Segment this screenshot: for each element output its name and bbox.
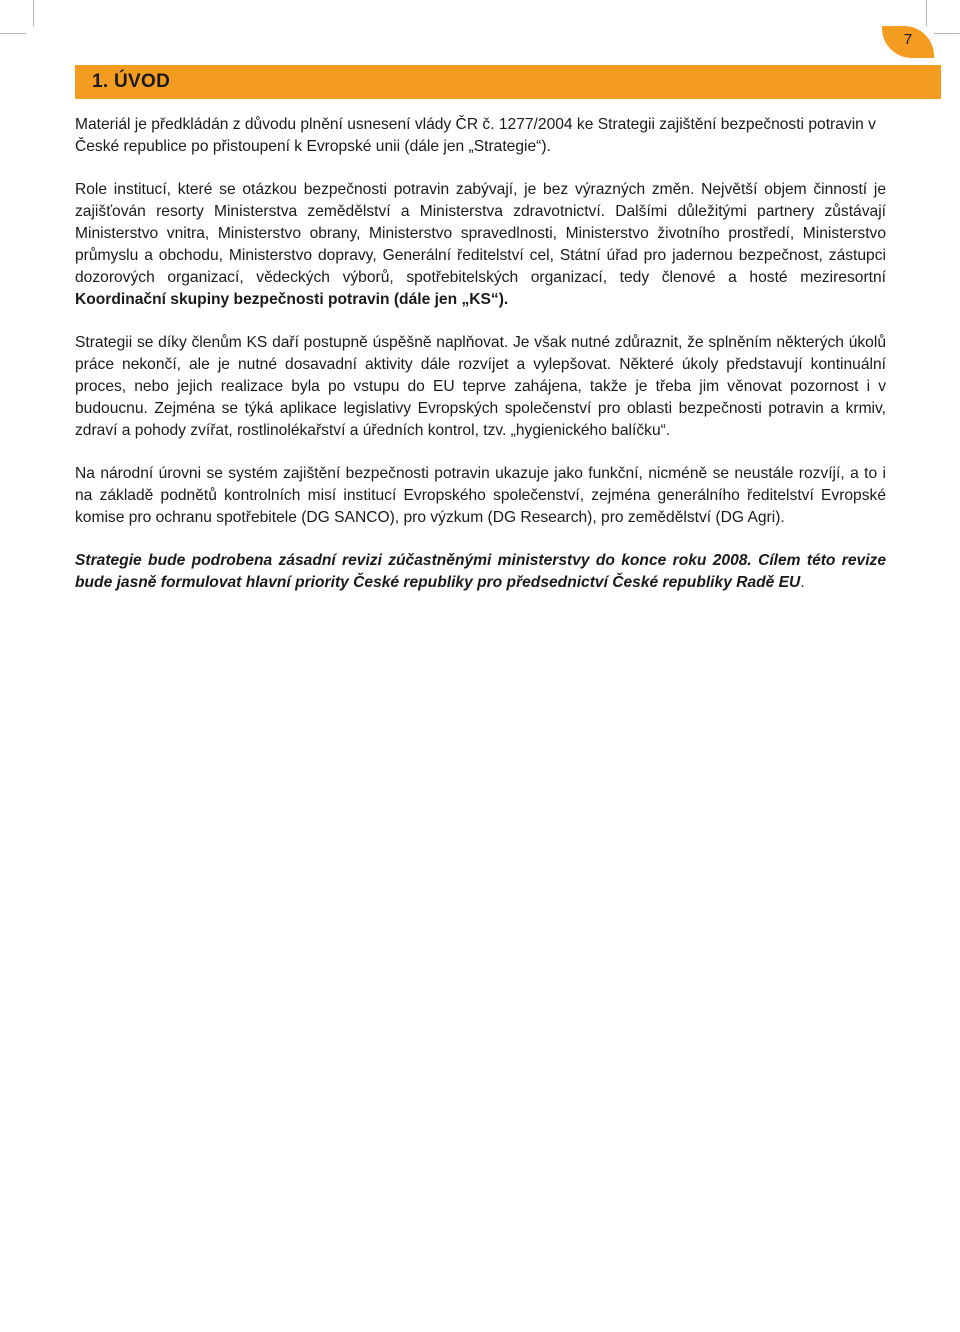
document-body bbox=[75, 114, 886, 615]
crop-mark-top-right-vertical bbox=[926, 0, 927, 26]
paragraph-revision-emphasis: Strategie bude podrobena zásadní revizi zúčastněnými ministerstvy do konce roku 2008. Cílem této revize bude jasně formulovat hlavní priority České republiky pro předsednictví České republiky Radě EU bbox=[75, 552, 886, 591]
paragraph-institutions bbox=[75, 179, 886, 311]
paragraph-strategy-progress: Strategii se díky členům KS daří postupně úspěšně naplňovat. Je však nutné zdůraznit, že splněním některých úkolů práce nekončí, ale je nutné dosavadní aktivity dále rozvíjet a vylepšovat. Některé úkoly představují kontinuální proces, nebo jejich realizace byla po vstupu do EU teprve zahájena, takže je třeba jim věnovat pozornost i v budoucnu. Zejména se týká aplikace legislativy Evropských společenství pro oblasti bezpečnosti potravin a krmiv, zdraví a pohody zvířat, rostlinolékařství a úředních kontrol, tzv. „hygienického balíčku“. bbox=[75, 334, 886, 439]
paragraph-revision bbox=[75, 550, 886, 594]
section-title: 1. ÚVOD bbox=[92, 71, 171, 92]
section-header-bar bbox=[75, 65, 941, 99]
paragraph-institutions-text: Role institucí, které se otázkou bezpečnosti potravin zabývají, je bez výrazných změn. Největší objem činností je zajišťován resorty Ministerstva zemědělství a Ministerstva zdravotnictví. Dalšími důležitými partnery zůstávají Ministerstvo vnitra, Ministerstvo obrany, Ministerstvo spravedlnosti, Ministerstvo životního prostředí, Ministerstvo průmyslu a obchodu, Ministerstvo dopravy, Generální ředitelství cel, Státní úřad pro jadernou bezpečnost, zástupci dozorových organizací, vědeckých výborů, spotřebitelských organizací, tedy členové a hosté meziresortní bbox=[75, 181, 886, 286]
paragraph-national-level: Na národní úrovni se systém zajištění bezpečnosti potravin ukazuje jako funkční, nicméně se neustále rozvíjí, a to i na základě podnětů kontrolních misí institucí Evropského společenství, zejména generálního ředitelství Evropské komise pro ochranu spotřebitele (DG SANCO), pro výzkum (DG Research), pro zemědělství (DG Agri). bbox=[75, 465, 886, 526]
page-number: 7 bbox=[903, 31, 913, 48]
crop-mark-top-left bbox=[0, 33, 26, 34]
paragraph-intro: Materiál je předkládán z důvodu plnění usnesení vlády ČR č. 1277/2004 ke Strategii zajištění bezpečnosti potravin v České republice po přistoupení k Evropské unii (dále jen „Strategie“). bbox=[75, 116, 876, 155]
paragraph-institutions-bold: Koordinační skupiny bezpečnosti potravin (dále jen „KS“). bbox=[75, 291, 509, 308]
crop-mark-top-right bbox=[934, 33, 960, 34]
paragraph-revision-end: . bbox=[800, 574, 805, 591]
crop-mark-top-left-vertical bbox=[33, 0, 34, 26]
